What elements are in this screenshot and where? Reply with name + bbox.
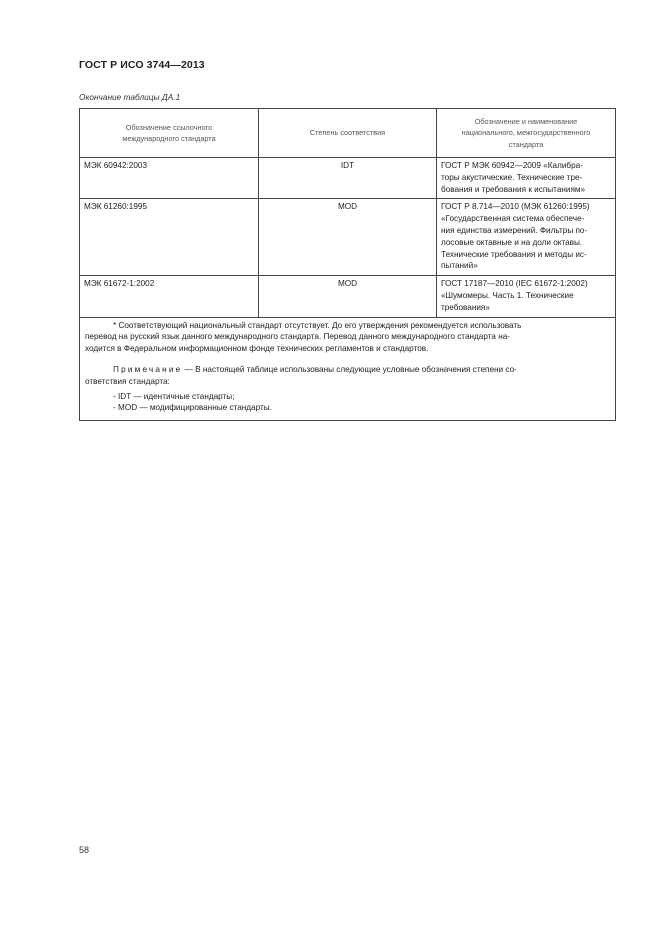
list-item: - IDT — идентичные стандарты; <box>113 391 235 401</box>
cell-degree: IDT <box>259 158 437 199</box>
cell-degree: MOD <box>259 276 437 317</box>
table-notes-row <box>80 317 616 421</box>
cell-ref: МЭК 60942:2003 <box>80 158 259 199</box>
table-container <box>79 108 615 421</box>
cell-degree: MOD <box>259 199 437 276</box>
cell-national: ГОСТ Р 8.714—2010 (МЭК 61260:1995) «Государственная система обеспече- ния единства измерений. Фильтры по- лосовые октавные и на доли октавы. Технические требования и методы ис- пытаний» <box>437 199 616 276</box>
cell-national: ГОСТ Р МЭК 60942—2009 «Калибра- торы акустические. Технические тре- бования и требования к испытаниям» <box>437 158 616 199</box>
table-row <box>80 199 616 276</box>
note-label: Примечание <box>113 364 183 374</box>
cell-national: ГОСТ 17187—2010 (IEC 61672-1:2002) «Шумомеры. Часть 1. Технические требования» <box>437 276 616 317</box>
note: Примечание — В настоящей таблице использованы следующие условные обозначения степени со- ответствия стандарта: <box>85 364 517 386</box>
list-item: - MOD — модифицированные стандарты. <box>113 403 272 413</box>
document-header: ГОСТ Р ИСО 3744—2013 <box>79 59 205 71</box>
column-header-ref: Обозначение ссылочного международного стандарта <box>80 109 259 158</box>
table-header-row <box>80 109 616 158</box>
column-header-degree: Степень соответствия <box>259 109 437 158</box>
table-caption: Окончание таблицы ДА.1 <box>79 92 181 102</box>
column-header-national: Обозначение и наименование национального, межгосударственного стандарта <box>437 109 616 158</box>
page-number: 58 <box>79 845 90 855</box>
table-row <box>80 158 616 199</box>
cell-ref: МЭК 61672-1:2002 <box>80 276 259 317</box>
cell-ref: МЭК 61260:1995 <box>80 199 259 276</box>
footnote: * Соответствующий национальный стандарт отсутствует. До его утверждения рекомендуется использовать перевод на русский язык данного международного стандарта. Перевод данного международного стандарта на- ходится в Федеральном информационном фонде технических регламентов и стандартов. <box>85 320 522 354</box>
table-notes <box>80 317 616 421</box>
standards-table <box>79 108 616 421</box>
table-row <box>80 276 616 317</box>
